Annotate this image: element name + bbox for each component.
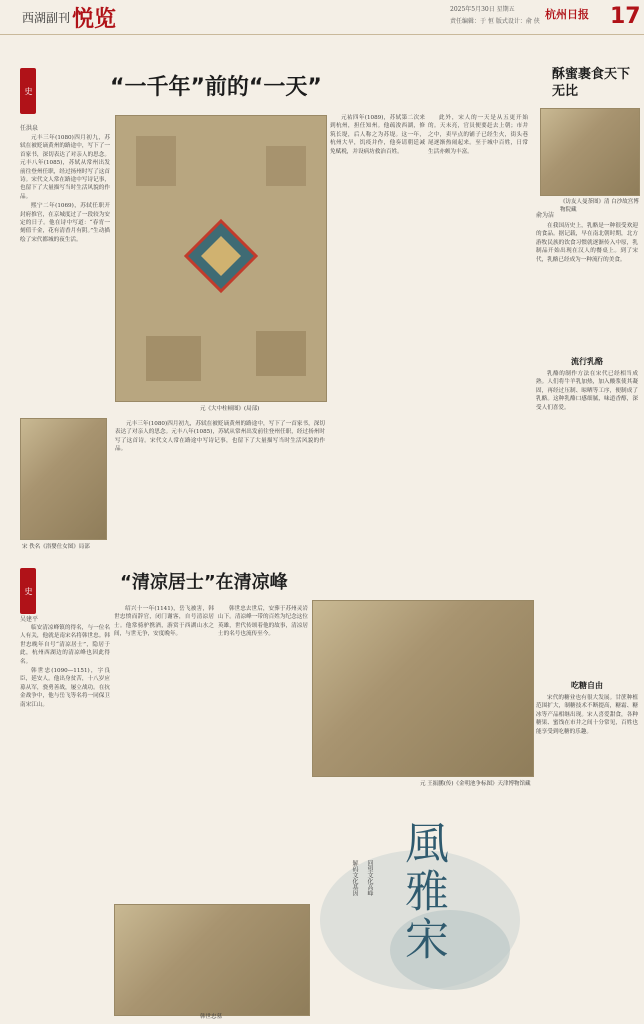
article1-byline: 任洪泉 bbox=[20, 125, 39, 132]
feature-col-1: 在我国历史上，乳酪是一种很受欢迎的食品。据记载，早在南北朝时期，北方游牧民族的饮食习惯就逐渐传入中原，乳制品开始出现在汉人的餐桌上。到了宋代，乳酪已经成为一种流行的美食。 bbox=[536, 223, 638, 263]
article1-col-4: 此外，宋人的一天是从五更开始的。天未亮，官员便要赶去上朝；市井之中，卖早点的铺子已经生火，街头巷尾逐渐热闹起来。至于城中百姓，日常生活亦颇为丰富。 bbox=[428, 115, 528, 155]
feng-ya-song-art bbox=[310, 800, 530, 1015]
brand-logo: 悦览 bbox=[72, 7, 117, 32]
tomb-photo bbox=[114, 904, 310, 1016]
section-title: 西湖副刊 bbox=[22, 11, 71, 25]
article2-caption-bottom: 韩世忠墓 bbox=[200, 1014, 223, 1020]
feature-section-sugar: 吃糖自由 bbox=[571, 680, 603, 690]
calligraphy-text: 風雅宋 bbox=[397, 820, 448, 964]
article2-col-3: 韩世忠去世后，安葬于苏州灵岩山下。清凉峰一带的百姓为纪念这位英雄，世代传颂着他的故事，清凉居士的名号也流传至今。 bbox=[218, 606, 308, 638]
feature-headline: 酥蜜裹食天下无比 bbox=[552, 67, 631, 99]
article2-caption-right: 元 王振鹏(传)《金明池争标图》天津博物馆藏 bbox=[420, 781, 531, 787]
feature-col-2: 乳酪的制作方法在宋代已经相当成熟。人们将牛羊乳加热，加入酸浆使其凝固，再经过压制、晾晒等工序，便制成了乳酪。这种乳酪口感细腻，味道香醇，深受人们喜爱。 bbox=[536, 371, 638, 411]
article1-caption-top: 元《大中柱顿图》(局部) bbox=[200, 406, 260, 412]
article2-col-2: 绍兴十一年(1141)，岳飞被害，韩世忠愤而辞官，闭门谢客，自号清凉居士。他常骑驴携酒，游赏于西湖山水之间，与世无争，安度晚年。 bbox=[114, 606, 214, 638]
art-subtitle-left: 解码文化基因 bbox=[351, 860, 358, 896]
feature-caption: 《访友人曼荼图》清 白沙故宫博物院藏 bbox=[560, 199, 639, 213]
page-number: 17 bbox=[610, 4, 641, 29]
feature-painting-image bbox=[540, 108, 640, 196]
column-divider bbox=[532, 35, 533, 1020]
feature-section-dairy: 流行乳酪 bbox=[571, 356, 603, 366]
article1-col-3: 元祐四年(1089)，苏轼第二次来到杭州，担任知州。他疏浚西湖，修筑长堤，后人称之为苏堤。这一年，杭州大旱，饥疫并作，他奏请朝廷减免赋税，并设病坊救治百姓。 bbox=[330, 115, 425, 155]
feature-col-3: 宋代的糖业也有很大发展。甘蔗种植范围扩大，制糖技术不断提高，糖霜、糖冰等产品相继出现。宋人喜爱甜食，各种糖果、蜜饯在市井之间十分常见，百姓也能享受到吃糖的乐趣。 bbox=[536, 695, 638, 735]
section-tag-2: 史 bbox=[20, 568, 36, 614]
feature-byline: 俞为洁 bbox=[536, 212, 555, 219]
section-tag: 史 bbox=[20, 68, 36, 114]
article1-col-1: 元丰三年(1080)四月初九，苏轼在被贬谪黄州的路途中，写下了一首家书，深切表达了对亲人的思念。元丰八年(1085)，苏轼从常州出发前往登州任职，经过扬州时写了这首诗。宋代文人常在路途中写诗记事，也留下了大量描写当时生活风貌的作品。 熙宁二年(1069)，苏轼任职开封府推官，在京城度过了一段较为安定的日子。他在诗中写道：“春宵一刻值千金，花有清香月有阴。”生动描绘了宋代都城的夜生活。 bbox=[20, 135, 110, 243]
paper-logo: 杭州日报 bbox=[545, 8, 589, 21]
editor-line: 责任编辑：于 恒 版式设计：俞 侠 bbox=[450, 18, 540, 25]
article1-caption-bottom: 宋 佚名《浴婴仕女图》局部 bbox=[22, 544, 90, 550]
bathing-painting-image bbox=[20, 418, 107, 540]
scroll-painting-image bbox=[115, 115, 327, 402]
article2-col-1: 临安清凉峰镇的得名，与一位名人有关，他就是南宋名将韩世忠。韩世忠晚年自号“清凉居士”，隐居于此，杭州西湖边的清凉峰也因此得名。 韩世忠(1090—1151)，字良臣，延安人。他出身贫苦，十八岁应募从军，骁勇善战，屡立战功。在抗金战争中，他与岳飞等名将一同保卫南宋江山。 bbox=[20, 625, 110, 708]
painting-art bbox=[116, 116, 326, 401]
article2-headline: “清凉居士”在清凉峰 bbox=[120, 572, 288, 593]
date-line: 2025年5月30日 星期五 bbox=[450, 6, 515, 13]
river-painting-image bbox=[312, 600, 534, 777]
article1-headline: “一千年”前的“一天” bbox=[110, 75, 322, 100]
art-subtitle-right: 回望文化高峰 bbox=[366, 860, 373, 896]
article1-col-2: 元丰三年(1080)四月初九，苏轼在被贬谪黄州的路途中，写下了一首家书，深切表达了对亲人的思念。元丰八年(1085)，苏轼从常州出发前往登州任职，经过扬州时写了这首诗。宋代文人常在路途中写诗记事，也留下了大量描写当时生活风貌的作品。 bbox=[115, 421, 325, 453]
article2-byline: 吴建平 bbox=[20, 616, 39, 623]
